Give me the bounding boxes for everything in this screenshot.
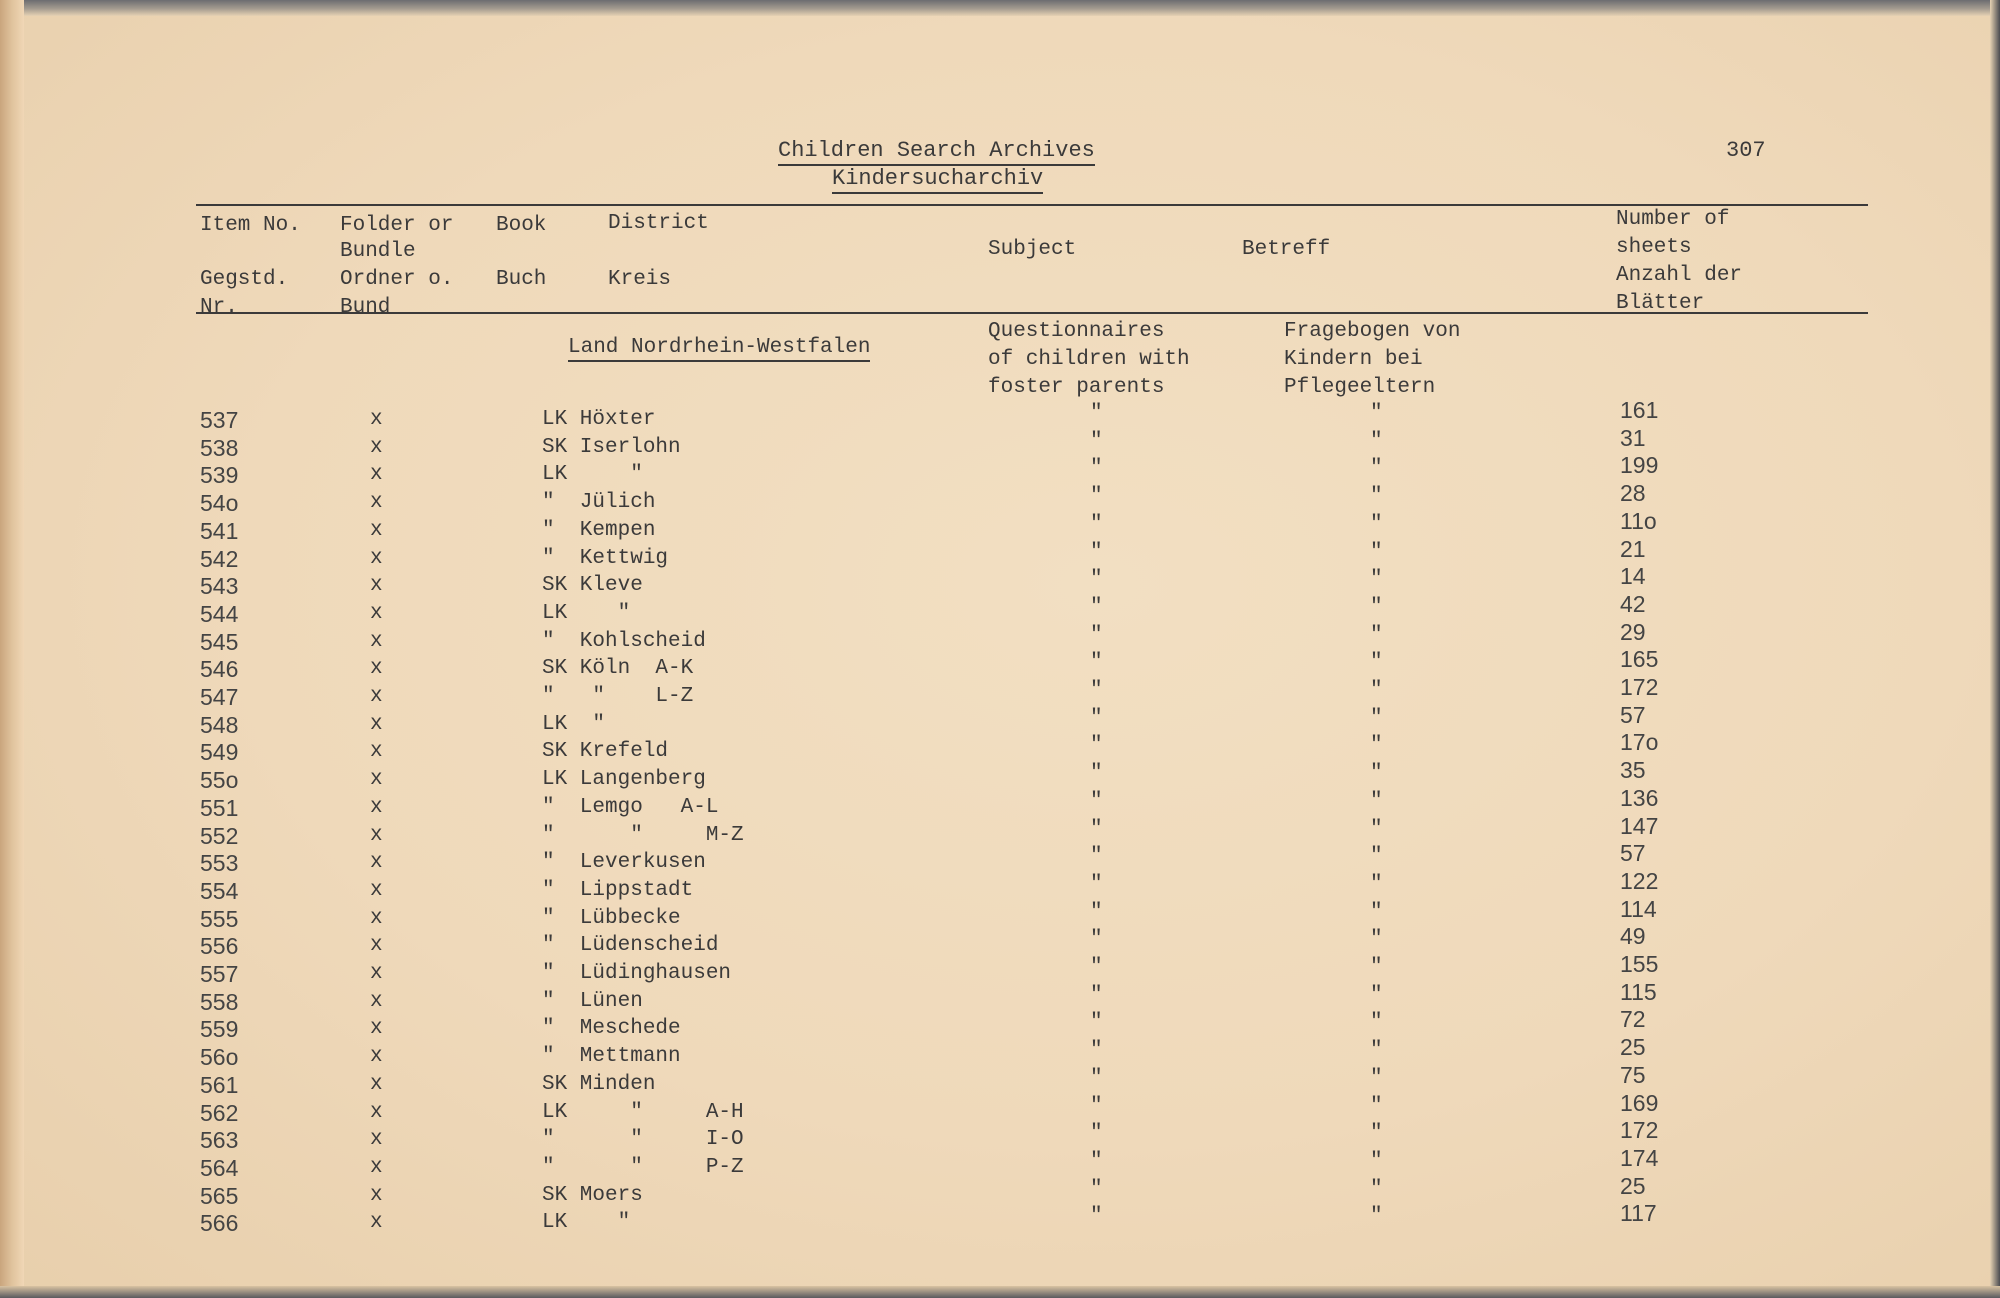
- row-district: " Lübbecke: [542, 906, 681, 930]
- row-sheets: 35: [1620, 757, 1646, 784]
- section-subject-1: Questionnaires: [988, 320, 1165, 343]
- row-subject-ditto: ": [1090, 956, 1103, 979]
- row-district: LK ": [542, 601, 631, 625]
- row-folder-mark: x: [370, 768, 383, 792]
- row-item-number: 558: [200, 988, 239, 1015]
- row-subject-ditto: ": [1090, 845, 1103, 869]
- row-item-number: 551: [200, 794, 239, 821]
- row-subject-ditto: ": [1090, 983, 1103, 1007]
- row-betreff-ditto: ": [1370, 595, 1383, 619]
- section-betreff-3: Pflegeeltern: [1284, 376, 1436, 399]
- row-folder-mark: x: [370, 574, 383, 598]
- row-subject-ditto: ": [1090, 900, 1103, 924]
- row-sheets: 42: [1620, 590, 1646, 617]
- row-betreff-ditto: ": [1370, 1122, 1383, 1146]
- scan-top-edge: [0, 0, 2000, 16]
- row-item-number: 565: [200, 1182, 239, 1209]
- row-folder-mark: x: [370, 823, 383, 847]
- row-district: " Mettmann: [542, 1045, 681, 1069]
- row-betreff-ditto: ": [1370, 983, 1383, 1007]
- row-betreff-ditto: ": [1370, 568, 1383, 592]
- row-folder-mark: x: [370, 1155, 383, 1179]
- row-district: " Meschede: [542, 1017, 681, 1041]
- row-subject-ditto: ": [1090, 1122, 1103, 1146]
- row-folder-mark: x: [370, 712, 383, 736]
- row-sheets: 155: [1620, 951, 1659, 977]
- row-sheets: 161: [1620, 397, 1659, 423]
- col-book-de: Buch: [496, 268, 547, 291]
- row-betreff-ditto: ": [1370, 1205, 1383, 1229]
- row-district: LK ": [542, 1211, 631, 1235]
- row-betreff-ditto: ": [1370, 679, 1383, 702]
- row-betreff-ditto: ": [1370, 402, 1383, 425]
- row-sheets: 14: [1620, 563, 1646, 590]
- row-folder-mark: x: [370, 685, 383, 708]
- col-folder-de-2: Bund: [340, 296, 391, 319]
- row-betreff-ditto: ": [1370, 429, 1383, 453]
- row-sheets: 114: [1620, 895, 1657, 922]
- section-betreff-1: Fragebogen von: [1284, 320, 1461, 343]
- row-folder-mark: x: [370, 408, 383, 431]
- section-land: Land Nordrhein-Westfalen: [568, 336, 870, 360]
- row-district: " Leverkusen: [542, 851, 706, 875]
- scan-right-edge: [1990, 0, 2000, 1298]
- col-item-de-1: Gegstd.: [200, 268, 289, 291]
- row-folder-mark: x: [370, 1017, 383, 1041]
- section-subject-3: foster parents: [988, 376, 1165, 399]
- row-sheets: 57: [1620, 701, 1646, 728]
- row-betreff-ditto: ": [1370, 789, 1383, 813]
- row-folder-mark: x: [370, 1072, 383, 1096]
- row-subject-ditto: ": [1090, 928, 1103, 952]
- row-sheets: 136: [1620, 784, 1659, 811]
- col-sheets-3: Anzahl der: [1616, 264, 1743, 287]
- row-item-number: 556: [200, 933, 239, 960]
- row-item-number: 548: [200, 711, 239, 738]
- row-district: LK ": [542, 463, 643, 487]
- row-betreff-ditto: ": [1370, 928, 1383, 952]
- row-district: LK Langenberg: [542, 768, 706, 792]
- row-subject-ditto: ": [1090, 568, 1103, 592]
- row-subject-ditto: ": [1090, 540, 1103, 564]
- row-folder-mark: x: [370, 463, 383, 487]
- row-item-number: 557: [200, 961, 239, 987]
- row-item-number: 544: [200, 600, 239, 627]
- col-district-de: Kreis: [608, 268, 672, 291]
- row-item-number: 537: [200, 407, 239, 433]
- row-sheets: 72: [1620, 1006, 1646, 1033]
- row-item-number: 563: [200, 1127, 239, 1154]
- row-sheets: 11o: [1620, 507, 1657, 534]
- row-district: " Lippstadt: [542, 878, 694, 902]
- col-betreff: Betreff: [1242, 238, 1331, 261]
- row-item-number: 55o: [200, 767, 239, 794]
- row-folder-mark: x: [370, 934, 383, 958]
- row-sheets: 172: [1620, 1117, 1659, 1144]
- row-district: " Kempen: [542, 518, 656, 542]
- row-subject-ditto: ": [1090, 1094, 1103, 1118]
- row-betreff-ditto: ": [1370, 845, 1383, 869]
- row-subject-ditto: ": [1090, 872, 1103, 896]
- row-sheets: 25: [1620, 1172, 1646, 1199]
- row-district: " Kettwig: [542, 546, 669, 570]
- row-sheets: 122: [1620, 867, 1659, 894]
- row-betreff-ditto: ": [1370, 817, 1383, 841]
- row-betreff-ditto: ": [1370, 872, 1383, 896]
- row-district: " " P-Z: [542, 1155, 744, 1179]
- row-subject-ditto: ": [1090, 789, 1103, 813]
- row-subject-ditto: ": [1090, 679, 1103, 702]
- row-sheets: 31: [1620, 424, 1646, 451]
- row-betreff-ditto: ": [1370, 1011, 1383, 1035]
- row-subject-ditto: ": [1090, 1177, 1103, 1201]
- row-betreff-ditto: ": [1370, 900, 1383, 924]
- row-betreff-ditto: ": [1370, 1066, 1383, 1090]
- row-betreff-ditto: ": [1370, 762, 1383, 786]
- row-item-number: 542: [200, 545, 239, 572]
- row-item-number: 566: [200, 1210, 239, 1237]
- row-betreff-ditto: ": [1370, 734, 1383, 758]
- row-sheets: 169: [1620, 1089, 1659, 1116]
- section-betreff-2: Kindern bei: [1284, 348, 1423, 371]
- row-folder-mark: x: [370, 962, 383, 985]
- book-binding: [0, 0, 24, 1298]
- row-folder-mark: x: [370, 795, 383, 819]
- row-item-number: 549: [200, 739, 239, 766]
- row-betreff-ditto: ": [1370, 651, 1383, 675]
- row-subject-ditto: ": [1090, 623, 1103, 647]
- row-sheets: 75: [1620, 1061, 1646, 1088]
- col-sheets-1: Number of: [1616, 208, 1730, 231]
- row-sheets: 28: [1620, 480, 1646, 507]
- col-folder-en-2: Bundle: [340, 240, 416, 263]
- row-folder-mark: x: [370, 435, 383, 459]
- row-sheets: 49: [1620, 923, 1646, 950]
- row-betreff-ditto: ": [1370, 512, 1383, 536]
- row-subject-ditto: ": [1090, 402, 1103, 425]
- row-folder-mark: x: [370, 1128, 383, 1152]
- row-subject-ditto: ": [1090, 1149, 1103, 1173]
- title-en: Children Search Archives: [778, 138, 1095, 164]
- row-sheets: 165: [1620, 646, 1659, 673]
- row-folder-mark: x: [370, 657, 383, 681]
- row-item-number: 56o: [200, 1044, 239, 1071]
- row-item-number: 538: [200, 434, 239, 461]
- col-item-en: Item No.: [200, 214, 301, 237]
- row-betreff-ditto: ": [1370, 1149, 1383, 1173]
- row-district: " Kohlscheid: [542, 629, 706, 653]
- row-district: " Jülich: [542, 491, 656, 515]
- page-number: 307: [1726, 138, 1766, 163]
- row-item-number: 555: [200, 905, 239, 932]
- row-district: " Lemgo A-L: [542, 795, 719, 819]
- row-subject-ditto: ": [1090, 734, 1103, 758]
- row-item-number: 553: [200, 850, 239, 877]
- row-folder-mark: x: [370, 601, 383, 625]
- row-folder-mark: x: [370, 1183, 383, 1207]
- row-sheets: 25: [1620, 1034, 1646, 1061]
- row-folder-mark: x: [370, 989, 383, 1013]
- row-item-number: 559: [200, 1016, 239, 1043]
- row-district: SK Köln A-K: [542, 657, 694, 681]
- row-betreff-ditto: ": [1370, 1039, 1383, 1063]
- row-subject-ditto: ": [1090, 512, 1103, 536]
- row-district: SK Minden: [542, 1072, 656, 1096]
- title-de: Kindersucharchiv: [832, 166, 1043, 192]
- row-betreff-ditto: ": [1370, 1094, 1383, 1118]
- row-folder-mark: x: [370, 878, 383, 902]
- row-subject-ditto: ": [1090, 817, 1103, 841]
- col-folder-de-1: Ordner o.: [340, 268, 454, 291]
- row-district: SK Krefeld: [542, 740, 669, 764]
- row-subject-ditto: ": [1090, 595, 1103, 619]
- col-sheets-2: sheets: [1616, 236, 1692, 259]
- row-item-number: 541: [200, 517, 239, 544]
- col-book-en: Book: [496, 214, 547, 237]
- row-betreff-ditto: ": [1370, 623, 1383, 647]
- row-item-number: 547: [200, 684, 239, 710]
- row-folder-mark: x: [370, 906, 383, 930]
- row-subject-ditto: ": [1090, 429, 1103, 453]
- row-folder-mark: x: [370, 851, 383, 875]
- row-item-number: 552: [200, 822, 239, 849]
- row-item-number: 54o: [200, 490, 239, 517]
- row-item-number: 546: [200, 656, 239, 683]
- row-betreff-ditto: ": [1370, 457, 1383, 481]
- row-district: SK Moers: [542, 1183, 643, 1207]
- row-district: " " I-O: [542, 1128, 744, 1152]
- row-item-number: 554: [200, 877, 239, 904]
- row-subject-ditto: ": [1090, 457, 1103, 481]
- col-district-en: District: [608, 212, 709, 235]
- row-district: " Lüdenscheid: [542, 934, 719, 958]
- row-betreff-ditto: ": [1370, 1177, 1383, 1201]
- row-subject-ditto: ": [1090, 1066, 1103, 1090]
- row-sheets: 117: [1620, 1200, 1657, 1227]
- row-sheets: 21: [1620, 535, 1646, 562]
- row-district: " " L-Z: [542, 685, 694, 708]
- header-top-rule: [196, 204, 1868, 206]
- row-item-number: 539: [200, 462, 239, 489]
- row-sheets: 174: [1620, 1144, 1659, 1171]
- row-subject-ditto: ": [1090, 485, 1103, 509]
- row-folder-mark: x: [370, 518, 383, 542]
- row-district: " Lüdinghausen: [542, 962, 732, 985]
- row-sheets: 115: [1620, 978, 1657, 1005]
- row-betreff-ditto: ": [1370, 540, 1383, 564]
- section-subject-2: of children with: [988, 348, 1190, 371]
- row-folder-mark: x: [370, 546, 383, 570]
- row-district: SK Iserlohn: [542, 435, 681, 459]
- row-betreff-ditto: ": [1370, 485, 1383, 509]
- row-betreff-ditto: ": [1370, 956, 1383, 979]
- row-item-number: 562: [200, 1099, 239, 1126]
- col-subject: Subject: [988, 238, 1077, 261]
- row-folder-mark: x: [370, 740, 383, 764]
- row-district: LK ": [542, 712, 606, 736]
- row-subject-ditto: ": [1090, 1011, 1103, 1035]
- row-folder-mark: x: [370, 1100, 383, 1124]
- row-folder-mark: x: [370, 491, 383, 515]
- row-sheets: 57: [1620, 840, 1646, 867]
- row-sheets: 199: [1620, 452, 1659, 479]
- col-item-de-2: Nr.: [200, 296, 238, 319]
- row-district: " " M-Z: [542, 823, 744, 847]
- col-folder-en-1: Folder or: [340, 214, 454, 237]
- row-district: LK Höxter: [542, 408, 656, 431]
- row-sheets: 17o: [1620, 729, 1659, 756]
- row-folder-mark: x: [370, 629, 383, 653]
- row-subject-ditto: ": [1090, 1205, 1103, 1229]
- row-sheets: 147: [1620, 812, 1659, 839]
- row-betreff-ditto: ": [1370, 706, 1383, 730]
- row-subject-ditto: ": [1090, 706, 1103, 730]
- row-district: LK " A-H: [542, 1100, 744, 1124]
- col-sheets-4: Blätter: [1616, 292, 1705, 315]
- row-subject-ditto: ": [1090, 1039, 1103, 1063]
- row-folder-mark: x: [370, 1045, 383, 1069]
- row-folder-mark: x: [370, 1211, 383, 1235]
- row-district: " Lünen: [542, 989, 643, 1013]
- row-district: SK Kleve: [542, 574, 643, 598]
- row-item-number: 561: [200, 1071, 239, 1098]
- row-sheets: 172: [1620, 674, 1659, 700]
- row-item-number: 543: [200, 573, 239, 600]
- scan-bottom-edge: [0, 1286, 2000, 1298]
- row-item-number: 564: [200, 1154, 239, 1181]
- row-subject-ditto: ": [1090, 762, 1103, 786]
- row-item-number: 545: [200, 628, 239, 655]
- row-subject-ditto: ": [1090, 651, 1103, 675]
- row-sheets: 29: [1620, 618, 1646, 645]
